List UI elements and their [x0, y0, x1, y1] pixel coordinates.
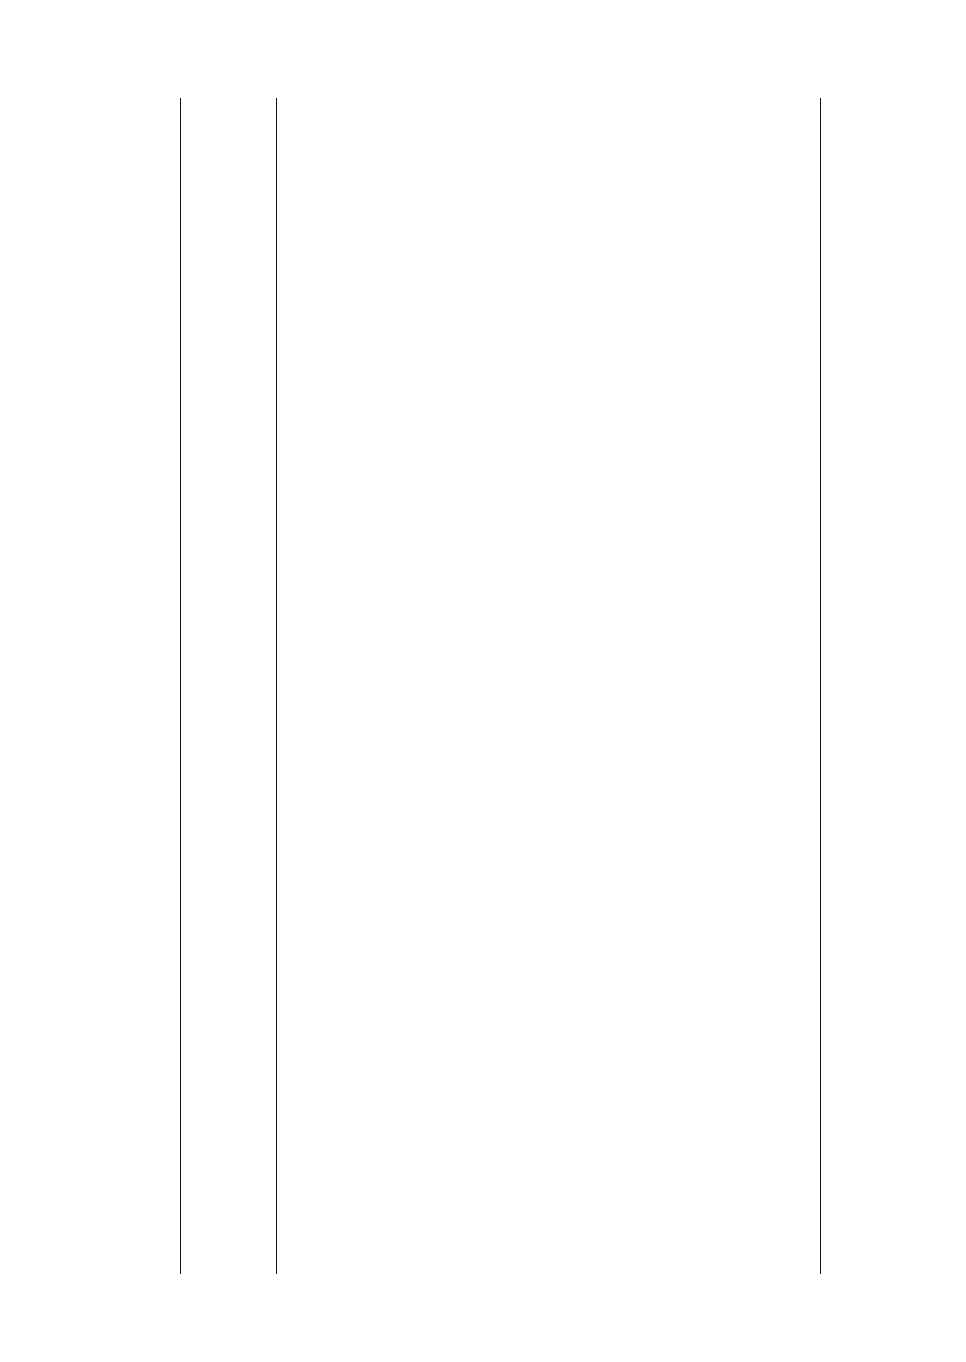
table-top-rule — [180, 98, 181, 1274]
header-bottom-rule — [276, 98, 277, 1274]
table-bottom-rule — [820, 98, 821, 1274]
